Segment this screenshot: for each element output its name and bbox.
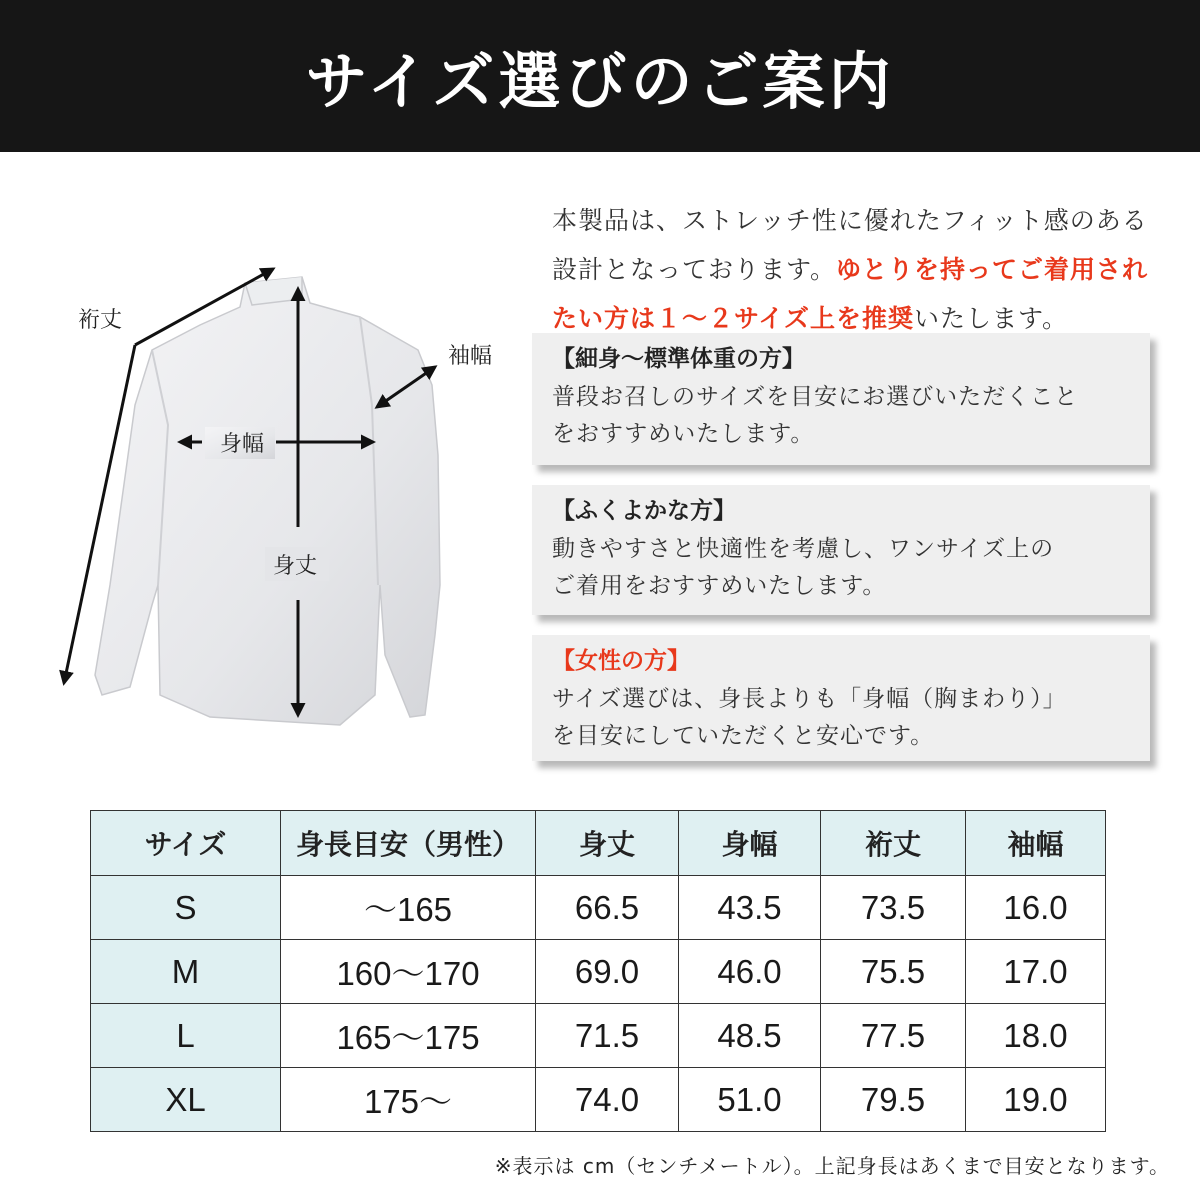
- table-row: [91, 940, 1106, 1004]
- advice-box-plus: [532, 485, 1150, 615]
- shirt-measurement-figure: [40, 255, 520, 735]
- table-row: [91, 1068, 1106, 1132]
- table-cell: 77.5: [821, 1004, 966, 1068]
- table-cell: 75.5: [821, 940, 966, 1004]
- shirt-icon: [95, 277, 440, 725]
- col-header: サイズ: [91, 811, 281, 876]
- advice-title: 【細身～標準体重の方】: [552, 346, 805, 372]
- page-title: サイズ選びのご案内: [305, 44, 895, 118]
- table-cell: 79.5: [821, 1068, 966, 1132]
- col-header: 身幅: [679, 811, 821, 876]
- advice-line: 普段お召しのサイズを目安にお選びいただくこと: [552, 384, 1079, 410]
- advice-line: 動きやすさと快適性を考慮し、ワンサイズ上の: [552, 536, 1055, 562]
- advice-line: をおすすめいたします。: [552, 421, 815, 447]
- intro-part2: いたします。: [914, 304, 1069, 333]
- size-cell: S: [91, 876, 281, 940]
- table-cell: 165～175: [281, 1004, 536, 1068]
- table-row: [91, 1004, 1106, 1068]
- col-header: 身長目安（男性）: [281, 811, 536, 876]
- advice-title: 【女性の方】: [552, 648, 690, 674]
- table-header-row: [91, 811, 1106, 876]
- table-cell: 66.5: [536, 876, 679, 940]
- size-table: [90, 810, 1106, 1132]
- label-mitake: 身丈: [273, 554, 318, 579]
- advice-line: サイズ選びは、身長よりも「身幅（胸まわり）」: [552, 686, 1067, 712]
- table-cell: 19.0: [966, 1068, 1106, 1132]
- intro-highlight: ゆとりを持ってご着用されたい方は１～２サイズ上を推奨: [552, 255, 1149, 333]
- col-header: 袖幅: [966, 811, 1106, 876]
- size-cell: L: [91, 1004, 281, 1068]
- table-cell: 73.5: [821, 876, 966, 940]
- header-bar: [0, 0, 1200, 152]
- table-cell: 48.5: [679, 1004, 821, 1068]
- table-cell: 74.0: [536, 1068, 679, 1132]
- label-sodehaba: 袖幅: [448, 344, 493, 369]
- label-yuki: 裄丈: [78, 308, 123, 333]
- table-row: [91, 876, 1106, 940]
- table-cell: 71.5: [536, 1004, 679, 1068]
- label-mihaba: 身幅: [220, 432, 265, 457]
- table-cell: 43.5: [679, 876, 821, 940]
- table-cell: 51.0: [679, 1068, 821, 1132]
- table-cell: ～165: [281, 876, 536, 940]
- footnote: ※表示は cm（センチメートル）。上記身長はあくまで目安となります。: [494, 1154, 1170, 1178]
- table-cell: 46.0: [679, 940, 821, 1004]
- size-cell: XL: [91, 1068, 281, 1132]
- advice-box-slim: [532, 333, 1150, 465]
- advice-line: を目安にしていただくと安心です。: [552, 723, 935, 749]
- intro-part1: 本製品は、ストレッチ性に優れたフィット感のある設計となっております。: [552, 206, 1148, 284]
- table-cell: 16.0: [966, 876, 1106, 940]
- intro-text: [552, 196, 1152, 343]
- table-cell: 69.0: [536, 940, 679, 1004]
- size-cell: M: [91, 940, 281, 1004]
- col-header: 裄丈: [821, 811, 966, 876]
- advice-box-women: [532, 635, 1150, 761]
- col-header: 身丈: [536, 811, 679, 876]
- table-cell: 175～: [281, 1068, 536, 1132]
- advice-line: ご着用をおすすめいたします。: [552, 573, 887, 599]
- table-cell: 18.0: [966, 1004, 1106, 1068]
- table-cell: 17.0: [966, 940, 1106, 1004]
- advice-title: 【ふくよかな方】: [552, 498, 736, 524]
- table-cell: 160～170: [281, 940, 536, 1004]
